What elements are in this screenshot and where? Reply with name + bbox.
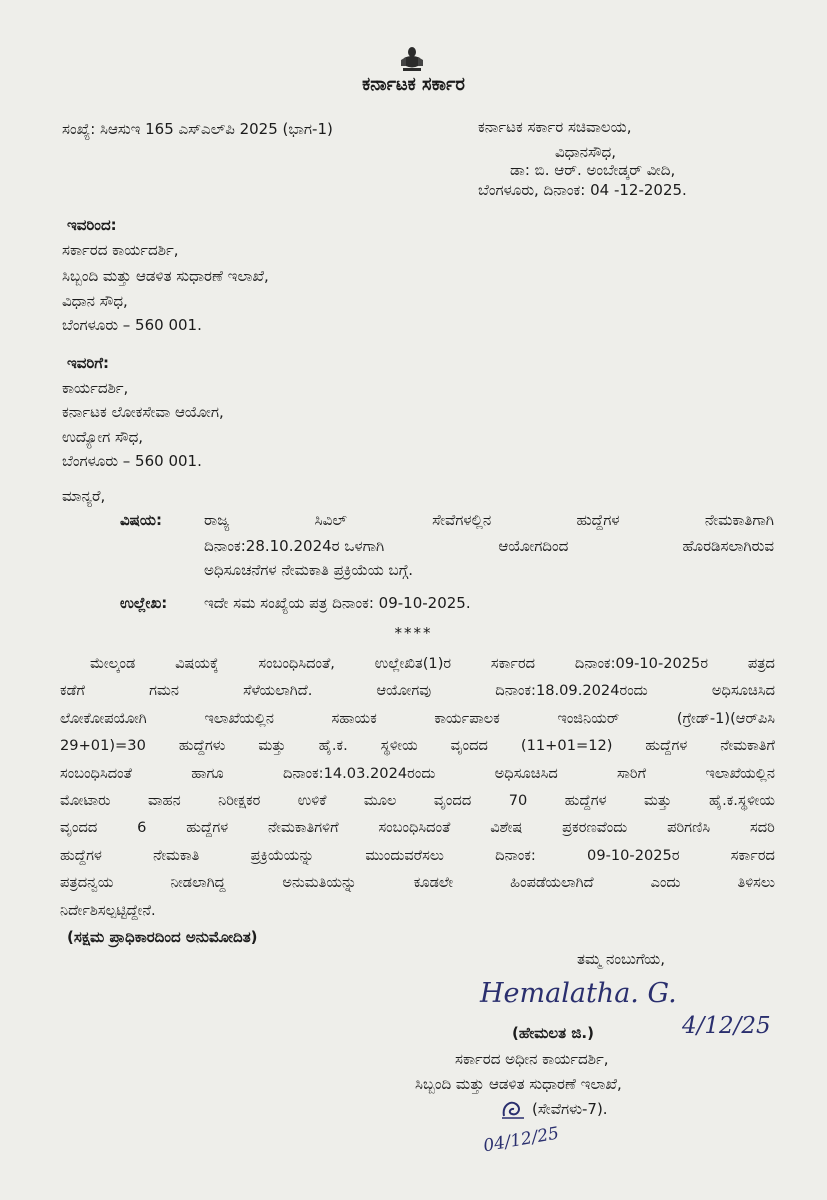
body-word: ದಿನಾಂಕ: xyxy=(495,846,536,864)
subject-word: ಆಯೋಗದಿಂದ xyxy=(498,537,569,555)
reference-text: ಇದೇ ಸಮ ಸಂಖ್ಯೆಯ ಪತ್ರ ದಿನಾಂಕ: 09-10-2025. xyxy=(204,594,471,612)
body-word: ಎಂದು xyxy=(650,874,681,892)
body-word: ನೇಮಕಾತಿಗೆ xyxy=(720,737,775,755)
body-word: ಕೂಡಲೇ xyxy=(413,874,454,892)
body-word: ವಾಹನ xyxy=(147,791,181,809)
body-word: ಸಾರಿಗೆ xyxy=(617,764,647,782)
subject-line-2 xyxy=(204,537,774,555)
body-word: ಇಲಾಖೆಯಲ್ಲಿನ xyxy=(204,709,274,727)
reference-label: ಉಲ್ಲೇಖ: xyxy=(120,594,168,612)
initial-mark-icon xyxy=(500,1098,526,1120)
subject-label: ವಿಷಯ: xyxy=(120,511,162,529)
body-word: ಮತ್ತು xyxy=(644,791,672,809)
from-line: ಬೆಂಗಳೂರು – 560 001. xyxy=(62,316,202,334)
body-word: ಮೇಲ್ಕಂಡ xyxy=(90,655,136,672)
body-word: ವಿಷಯಕ್ಕೆ xyxy=(175,655,219,672)
body-word: ತಿಳಿಸಲು xyxy=(737,874,775,892)
approval-note: (ಸಕ್ಷಮ ಪ್ರಾಧಿಕಾರದಿಂದ ಅನುಮೋದಿತ) xyxy=(67,928,258,946)
body-word: ಆಯೋಗವು xyxy=(376,682,432,700)
to-label: ಇವರಿಗೆ: xyxy=(67,354,110,372)
body-line xyxy=(60,897,775,924)
body-word: ನಿರೀಕ್ಷಕರ xyxy=(218,791,261,809)
to-line: ಕರ್ನಾಟಕ ಲೋಕಸೇವಾ ಆಯೋಗ, xyxy=(62,403,224,421)
to-line: ಬೆಂಗಳೂರು – 560 001. xyxy=(62,452,202,470)
handwritten-initial-date: 04/12/25 xyxy=(481,1123,561,1157)
signatory-designation: ಸರ್ಕಾರದ ಅಧೀನ ಕಾರ್ಯದರ್ಶಿ, xyxy=(455,1050,609,1068)
karnataka-emblem-icon xyxy=(398,44,426,74)
body-word: ವೃಂದದ xyxy=(450,737,488,755)
subject-line-1 xyxy=(204,511,774,529)
body-line xyxy=(60,732,775,759)
office-street: ಡಾ: ಬಿ. ಆರ್. ಅಂಬೇಡ್ಕರ್ ವೀದಿ, xyxy=(510,161,676,179)
body-word: ಸರ್ಕಾರದ xyxy=(490,655,536,672)
body-word: (ಗ್ರೇಡ್-1)(ಆರ್‌ಪಿಸಿ xyxy=(676,709,775,727)
to-line: ಕಾರ್ಯದರ್ಶಿ, xyxy=(62,379,129,397)
body-line xyxy=(60,814,775,841)
body-word: ದಿನಾಂಕ:14.03.2024ರಂದು xyxy=(282,764,436,782)
subject-word: ಹುದ್ದೆಗಳ xyxy=(576,511,620,529)
body-word: ಪರಿಗಣಿಸಿ xyxy=(667,819,711,837)
body-word: ಸಂಬಂಧಿಸಿದಂತೆ xyxy=(378,819,451,837)
body-word: ಕಡೆಗೆ xyxy=(60,682,85,700)
body-word: ನೀಡಲಾಗಿದ್ದ xyxy=(170,874,226,892)
subject-word: ಹೊರಡಿಸಲಾಗಿರುವ xyxy=(682,537,774,555)
body-word: ಸ್ಥಳೀಯ xyxy=(380,737,418,755)
body-word: ನೇಮಕಾತಿ xyxy=(153,846,200,864)
body-word: ಹುದ್ದೆಗಳ xyxy=(186,819,229,837)
handwritten-date: 4/12/25 xyxy=(682,1013,771,1039)
body-word: ಹಾಗೂ xyxy=(191,764,224,782)
body-line xyxy=(60,760,775,787)
body-word: 29+01)=30 xyxy=(60,737,146,755)
body-line xyxy=(60,842,775,869)
office-name: ಕರ್ನಾಟಕ ಸರ್ಕಾರ ಸಚಿವಾಲಯ, xyxy=(478,118,632,136)
reference-number: ಸಂಖ್ಯೆ: ಸಿಆಸುಇ 165 ಎಸ್‌ಎಲ್‌ಪಿ 2025 (ಭಾಗ-1) xyxy=(62,120,333,138)
body-word: ಅಧಿಸೂಚಿಸಿದ xyxy=(494,764,558,782)
body-word: ಉಳಿಕೆ xyxy=(297,791,327,809)
to-line: ಉದ್ಯೋಗ ಸೌಧ, xyxy=(62,428,144,446)
government-title: ಕರ್ನಾಟಕ ಸರ್ಕಾರ xyxy=(362,74,465,95)
handwritten-signature: Hemalatha. G. xyxy=(480,978,677,1009)
body-line xyxy=(60,677,775,704)
signatory-department: ಸಿಬ್ಬಂದಿ ಮತ್ತು ಆಡಳಿತ ಸುಧಾರಣೆ ಇಲಾಖೆ, xyxy=(415,1075,622,1093)
body-word: (11+01=12) xyxy=(520,737,613,755)
body-word: ಇಲಾಖೆಯಲ್ಲಿನ xyxy=(705,764,775,782)
from-line: ವಿಧಾನ ಸೌಧ, xyxy=(62,292,128,310)
body-word: ಹುದ್ದೆಗಳು xyxy=(178,737,226,755)
separator: **** xyxy=(394,624,433,642)
subject-word: ಸೇವೆಗಳಲ್ಲಿನ xyxy=(432,511,492,529)
from-line: ಸರ್ಕಾರದ ಕಾರ್ಯದರ್ಶಿ, xyxy=(62,241,179,259)
body-word: ವೃಂದದ xyxy=(433,791,472,809)
from-line: ಸಿಬ್ಬಂದಿ ಮತ್ತು ಆಡಳಿತ ಸುಧಾರಣೆ ಇಲಾಖೆ, xyxy=(62,267,269,285)
closing-regards: ತಮ್ಮ ನಂಬುಗೆಯ, xyxy=(577,950,666,968)
body-line xyxy=(60,650,775,677)
subject-word: ನೇಮಕಾತಿಗಾಗಿ xyxy=(704,511,774,529)
body-word: ಹಿಂಪಡೆಯಲಾಗಿದೆ xyxy=(510,874,594,892)
body-word: ವಿಶೇಷ xyxy=(490,819,523,837)
body-word: ನಿರ್ದೇಶಿಸಲ್ಪಟ್ಟಿದ್ದೇನೆ. xyxy=(60,901,156,919)
body-word: ಉಲ್ಲೇಖಿತ(1)ರ xyxy=(374,655,452,672)
body-word: ಅಧಿಸೂಚಿಸಿದ xyxy=(711,682,775,700)
body-word: ಪತ್ರದನ್ವಯ xyxy=(60,874,114,892)
body-word: 70 xyxy=(508,791,528,809)
body-word: ಮೋಟಾರು xyxy=(60,791,111,809)
body-word: ಲೋಕೋಪಯೋಗಿ xyxy=(60,709,147,727)
body-word: 09-10-2025ರ xyxy=(587,846,680,864)
body-word: ಇಂಜಿನಿಯರ್ xyxy=(557,709,620,727)
body-word: ಹುದ್ದೆಗಳ xyxy=(564,791,607,809)
body-word: ಸಂಬಂಧಿಸಿದಂತೆ xyxy=(60,764,132,782)
body-word: ಮತ್ತು xyxy=(258,737,286,755)
body-line xyxy=(60,869,775,896)
body-word: ಹೈ.ಕ. xyxy=(318,737,348,755)
body-paragraph xyxy=(60,650,775,924)
body-line xyxy=(60,787,775,814)
body-word: ವೃಂದದ xyxy=(60,819,98,837)
body-word: ಪತ್ರದ xyxy=(747,655,775,672)
body-line xyxy=(60,705,775,732)
body-word: ಅನುಮತಿಯನ್ನು xyxy=(282,874,357,892)
body-word: ನೇಮಕಾತಿಗಳಿಗೆ xyxy=(268,819,339,837)
body-word: ಮುಂದುವರೆಸಲು xyxy=(365,846,444,864)
body-word: ಪ್ರಕ್ರಿಯೆಯನ್ನು xyxy=(250,846,315,864)
signatory-name: (ಹೇಮಲತ ಜಿ.) xyxy=(512,1024,594,1042)
body-word: ಹುದ್ದೆಗಳ xyxy=(60,846,102,864)
body-word: ಪ್ರಕರಣವೆಂದು xyxy=(562,819,628,837)
subject-word: ದಿನಾಂಕ:28.10.2024ರ ಒಳಗಾಗಿ xyxy=(204,537,385,555)
body-word: 6 xyxy=(137,819,147,837)
body-word: ಸಹಾಯಕ xyxy=(331,709,377,727)
body-word: ದಿನಾಂಕ:09-10-2025ರ xyxy=(574,655,709,672)
body-word: ಸೆಳೆಯಲಾಗಿದೆ. xyxy=(243,682,313,700)
salutation: ಮಾನ್ಯರೆ, xyxy=(62,487,106,505)
body-word: ಸಂಬಂಧಿಸಿದಂತೆ, xyxy=(258,655,335,672)
body-word: ದಿನಾಂಕ:18.09.2024ರಂದು xyxy=(495,682,648,700)
body-word: ಹೈ.ಕ.ಸ್ಥಳೀಯ xyxy=(708,791,775,809)
body-word: ಮೂಲ xyxy=(363,791,397,809)
section-name: (ಸೇವೆಗಳು-7). xyxy=(532,1100,608,1118)
from-label: ಇವರಿಂದ: xyxy=(67,216,117,234)
subject-word: ರಾಜ್ಯ xyxy=(204,511,230,529)
body-word: ಸರ್ಕಾರದ xyxy=(730,846,775,864)
office-building: ವಿಧಾನಸೌಧ, xyxy=(555,143,617,161)
body-word: ಸದರಿ xyxy=(750,819,775,837)
body-word: ಹುದ್ದೆಗಳ xyxy=(645,737,688,755)
body-word: ಕಾರ್ಯಪಾಲಕ xyxy=(434,709,500,727)
subject-line-3: ಅಧಿಸೂಚನೆಗಳ ನೇಮಕಾತಿ ಪ್ರಕ್ರಿಯೆಯ ಬಗ್ಗೆ. xyxy=(204,561,414,579)
letter-date: ಬೆಂಗಳೂರು, ದಿನಾಂಕ: 04 -12-2025. xyxy=(478,181,687,199)
subject-word: ಸಿವಿಲ್ xyxy=(314,511,347,529)
body-word: ಗಮನ xyxy=(149,682,179,700)
